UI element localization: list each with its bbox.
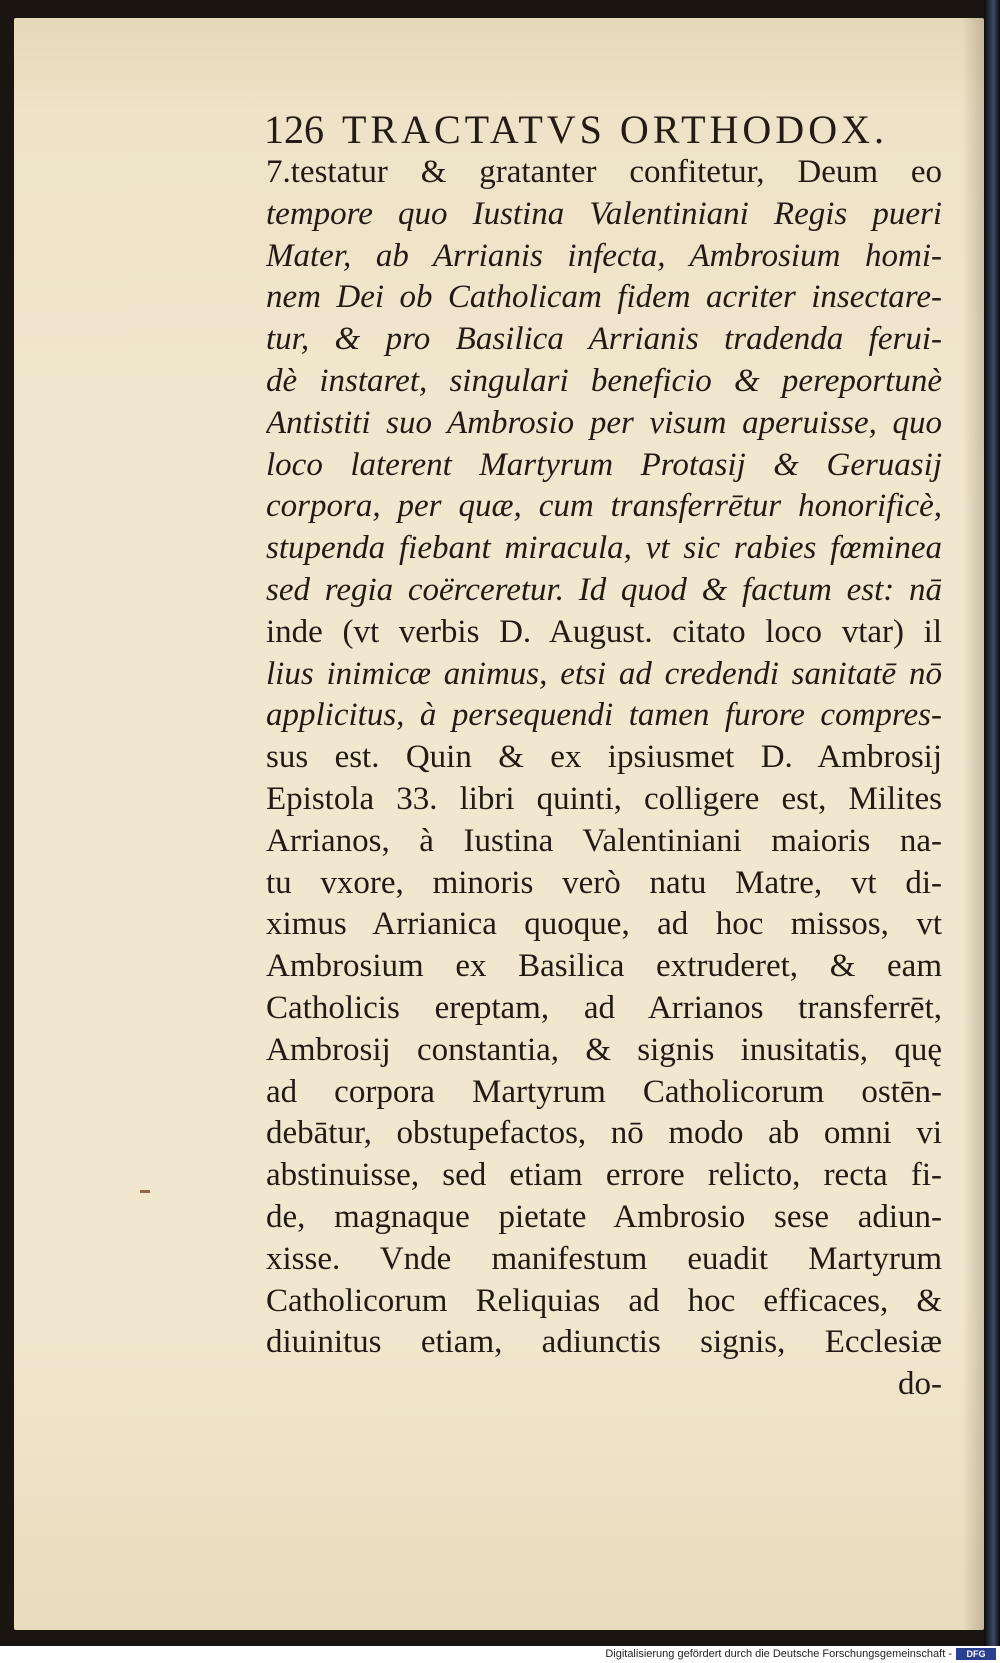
page-number: 126 bbox=[264, 107, 324, 152]
book-spine-edge bbox=[984, 0, 1000, 1646]
digitization-footer bbox=[0, 1646, 1000, 1663]
catchword: do- bbox=[898, 1366, 942, 1403]
text-line: applicitus, à persequendi tamen furore compres- bbox=[266, 697, 942, 734]
text-line: dè instaret, singulari beneficio & pereportunè bbox=[266, 362, 942, 399]
text-line: stupenda fiebant miracula, vt sic rabies fœminea bbox=[266, 530, 942, 567]
text-line: 7.testatur & gratanter confitetur, Deum eo bbox=[266, 154, 942, 190]
text-line: Antistiti suo Ambrosio per visum aperuisse, quo bbox=[266, 404, 942, 441]
text-line: Catholicorum Reliquias ad hoc efficaces, & bbox=[266, 1282, 942, 1319]
text-line: Mater, ab Arrianis infecta, Ambrosium homi- bbox=[266, 237, 942, 274]
text-line: xisse. Vnde manifestum euadit Martyrum bbox=[266, 1240, 942, 1277]
text-line: tu vxore, minoris verò natu Matre, vt di- bbox=[266, 864, 942, 901]
running-title: TRACTATVS ORTHODOX. bbox=[342, 107, 888, 152]
text-line: inde (vt verbis D. August. citato loco vtar) il bbox=[266, 613, 942, 650]
page-shadow bbox=[962, 18, 984, 1630]
text-line: ad corpora Martyrum Catholicorum ostēn- bbox=[266, 1073, 942, 1110]
text-line: ximus Arrianica quoque, ad hoc missos, vt bbox=[266, 906, 942, 943]
text-line: sed regia coërceretur. Id quod & factum est: nā bbox=[266, 571, 942, 608]
margin-mark bbox=[140, 1190, 150, 1193]
text-line: diuinitus etiam, adiunctis signis, Ecclesiæ bbox=[266, 1324, 942, 1361]
funding-credit: Digitalisierung gefördert durch die Deutsche Forschungsgemeinschaft - bbox=[605, 1648, 952, 1660]
text-line: Catholicis ereptam, ad Arrianos transferrēt, bbox=[266, 989, 942, 1026]
text-line: debātur, obstupefactos, nō modo ab omni vi bbox=[266, 1115, 942, 1152]
text-line: tur, & pro Basilica Arrianis tradenda ferui- bbox=[266, 321, 942, 358]
text-line: Epistola 33. libri quinti, colligere est, Milites bbox=[266, 780, 942, 817]
text-line: loco laterent Martyrum Protasij & Geruasij bbox=[266, 446, 942, 483]
text-line: nem Dei ob Catholicam fidem acriter insectare- bbox=[266, 279, 942, 316]
text-line: de, magnaque pietate Ambrosio sese adiun- bbox=[266, 1198, 942, 1235]
text-line: corpora, per quæ, cum transferrētur honorificè, bbox=[266, 488, 942, 525]
text-line: lius inimicæ animus, etsi ad credendi sanitatē nō bbox=[266, 655, 942, 692]
text-line: Ambrosium ex Basilica extruderet, & eam bbox=[266, 948, 942, 985]
text-line: tempore quo Iustina Valentiniani Regis pueri bbox=[266, 195, 942, 232]
running-header bbox=[264, 100, 944, 160]
text-line: sus est. Quin & ex ipsiusmet D. Ambrosij bbox=[266, 739, 942, 776]
text-line: Ambrosij constantia, & signis inusitatis, quę bbox=[266, 1031, 942, 1068]
dfg-logo: DFG bbox=[956, 1648, 996, 1660]
page-body-text bbox=[266, 152, 942, 1406]
text-line: Arrianos, à Iustina Valentiniani maioris na- bbox=[266, 822, 942, 859]
text-line: abstinuisse, sed etiam errore relicto, recta fi- bbox=[266, 1157, 942, 1194]
